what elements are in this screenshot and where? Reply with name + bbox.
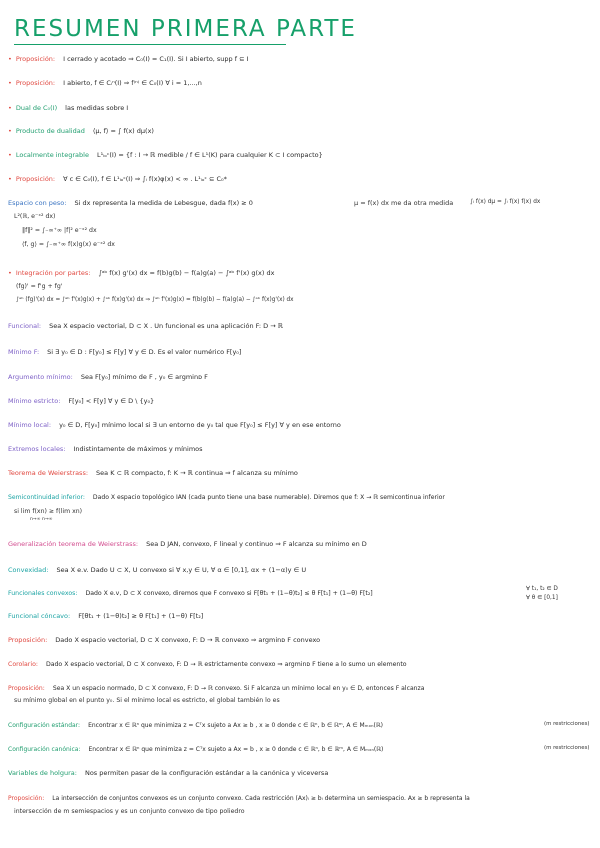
title-underline	[14, 44, 286, 45]
line-funcional-concavo: Funcional cóncavo: F[θt₁ + (1−θ)t₂] ≥ θ F[t₁] + (1−θ) F[t₂]	[8, 612, 204, 620]
line-minimo-local: Mínimo local: y₀ ∈ D, F[y₀] mínimo local si ∃ un entorno de y₀ tal que F[y₀] ≤ F[y] ∀ y en ese entorno	[8, 421, 341, 429]
estandar-restricciones: (m restricciones)	[544, 721, 590, 727]
line-proposicion-2: • Proposición: I abierto, f ∈ Cᵢⁿ(I) ⇒ f⁽ⁿ⁾ ∈ C₀(I) ∀ i = 1,...,n	[8, 79, 202, 87]
line-extremos-locales: Extremos locales: Indistintamente de máximos y mínimos	[8, 445, 203, 453]
line-proposicion-1: • Proposición: I cerrado y acotado ⇒ C₀(I) = C₁(I). Si I abierto, supp f ⊆ I	[8, 55, 249, 63]
line-minimo-estricto: Mínimo estricto: F[y₀] < F[y] ∀ y ∈ D \ {y₀}	[8, 397, 155, 405]
convexos-cond-2: ∀ θ ∈ [0,1]	[526, 595, 558, 601]
partes-derivada: (fg)' = f'g + fg'	[16, 283, 63, 290]
partes-desarrollo: ∫ᵃᵇ (fg)'(x) dx = ∫ᵃᵇ f'(x)g(x) + ∫ᵃᵇ f(x)g'(x) dx ⇒ ∫ᵃᵇ f'(x)g(x) = f(b)g(b) − f(a)g(a) − ∫ᵃᵇ f(x)g'(x) dx	[16, 297, 294, 303]
line-espacio-peso: Espacio con peso: Si dx representa la medida de Lebesgue, dada f(x) ≥ 0	[8, 199, 253, 207]
line-semicontinuidad: Semicontinuidad inferior: Dado X espacio topológico IAN (cada punto tiene una base numerable). Diremos que f: X → ℝ semicontinua inferior	[8, 494, 445, 501]
canonica-restricciones: (m restricciones)	[544, 745, 590, 751]
line-text: I cerrado y acotado ⇒ C₀(I) = C₁(I). Si I abierto, supp f ⊆ I	[63, 55, 249, 63]
semicontinuidad-sub: n→∞ n→∞	[30, 517, 53, 522]
line-config-canonica: Configuración canónica: Encontrar x ∈ ℝⁿ que minimiza z = Cᵀx sujeto a Ax = b , x ≥ 0 donde c ∈ ℝⁿ, b ∈ ℝᵐ, A ∈ Mₘₓₙ(ℝ)	[8, 746, 384, 753]
peso-producto: ⟨f, g⟩ = ∫₋∞⁺∞ f(x)g(x) e⁻ˣ² dx	[22, 241, 115, 248]
page-title: RESUMEN PRIMERA PARTE	[14, 16, 357, 42]
peso-integral: ∫ᵢ f(x) dμ = ∫ᵢ f(x) f(x) dx	[470, 199, 541, 205]
line-generalizacion-weierstrass: Generalización teorema de Weierstrass: Sea D JAN, convexo, F lineal y continuo ⇒ F alcanza su mínimo en D	[8, 540, 367, 548]
line-proposicion-6: Proposición: La intersección de conjuntos convexos es un conjunto convexo. Cada restricción (Ax)ᵢ ≥ bᵢ determina un semiespacio. Ax ≥ b representa la	[8, 795, 470, 802]
peso-espacio: L²(ℝ, e⁻ˣ² dx)	[14, 213, 56, 220]
proposicion-6-cont: intersección de m semiespacios y es un conjunto convexo de tipo poliedro	[14, 808, 245, 815]
line-producto-dualidad: • Producto de dualidad ⟨μ, f⟩ = ∫ f(x) dμ(x)	[8, 127, 154, 135]
proposicion-5-cont: su mínimo global en el punto y₀. Si el mínimo local es estricto, el global también lo es	[14, 697, 280, 704]
line-weierstrass: Teorema de Weierstrass: Sea K ⊂ ℝ compacto, f: K → ℝ continua ⇒ f alcanza su mínimo	[8, 469, 298, 477]
line-localmente-integrable: • Localmente integrable L¹ₗₒᶜ(I) = {f : I → ℝ medible / f ∈ L¹(K) para cualquier K ⊂ I compacto}	[8, 151, 323, 159]
line-proposicion-4: Proposición: Dado X espacio vectorial, D ⊂ X convexo, F: D → ℝ convexo ⇒ argminᴅ F convexo	[8, 636, 321, 644]
semicontinuidad-cond: si lim f(xn) ≥ f(lim xn)	[14, 508, 83, 515]
peso-medida: μ = f(x) dx me da otra medida	[354, 199, 454, 207]
line-minimo: Mínimo F: Si ∃ y₀ ∈ D : F[y₀] ≤ F[y] ∀ y ∈ D. Es el valor numérico F[y₀]	[8, 348, 242, 356]
line-convexidad: Convexidad: Sea X e.v. Dado U ⊂ X, U convexo si ∀ x,y ∈ U, ∀ α ∈ [0,1], αx + (1−α)y ∈ U	[8, 566, 307, 574]
line-funcionales-convexos: Funcionales convexos: Dado X e.v, D ⊂ X convexo, diremos que F convexo si F[θt₁ + (1−θ)t₂] ≤ θ F[t₁] + (1−θ) F[t₂]	[8, 590, 373, 597]
line-funcional: Funcional: Sea X espacio vectorial, D ⊂ X . Un funcional es una aplicación F: D → ℝ	[8, 322, 283, 330]
line-config-estandar: Configuración estándar: Encontrar x ∈ ℝⁿ que minimiza z = Cᵀx sujeto a Ax ≥ b , x ≥ 0 donde c ∈ ℝⁿ, b ∈ ℝᵐ, A ∈ Mₘₓₙ(ℝ)	[8, 722, 383, 729]
line-label: Proposición:	[15, 55, 56, 63]
peso-norma: ‖f‖² = ∫₋∞⁺∞ |f|² e⁻ˣ² dx	[22, 227, 97, 234]
line-corolario: Corolario: Dado X espacio vectorial, D ⊂ X convexo, F: D → ℝ estrictamente convexo ⇒ argminᴅ F tiene a lo sumo un elemento	[8, 661, 407, 668]
line-proposicion-3: • Proposición: ∀ c ∈ C₀(I), f ∈ L¹ₗₒᶜ(I) ⇒ ∫ᵢ f(x)φ(x) < ∞ . L¹ₗₒᶜ ⊆ C₀*	[8, 175, 227, 183]
line-variables-holgura: Variables de holgura: Nos permiten pasar de la configuración estándar a la canónica y viceversa	[8, 769, 329, 777]
line-argumento-minimo: Argumento mínimo: Sea F[y₀] mínimo de F , y₀ ∈ argminᴅ F	[8, 373, 208, 381]
line-proposicion-5: Proposición: Sea X un espacio normado, D ⊂ X convexo, F: D → ℝ convexo. Si F alcanza un mínimo local en y₀ ∈ D, entonces F alcanza	[8, 685, 425, 692]
convexos-cond-1: ∀ t₁, t₂ ∈ D	[526, 586, 558, 592]
line-integracion-partes: • Integración por partes: ∫ᵃᵇ f(x) g'(x) dx = f(b)g(b) − f(a)g(a) − ∫ᵃᵇ f'(x) g(x) dx	[8, 269, 275, 277]
line-dual: • Dual de C₀(I) las medidas sobre I	[8, 104, 129, 112]
